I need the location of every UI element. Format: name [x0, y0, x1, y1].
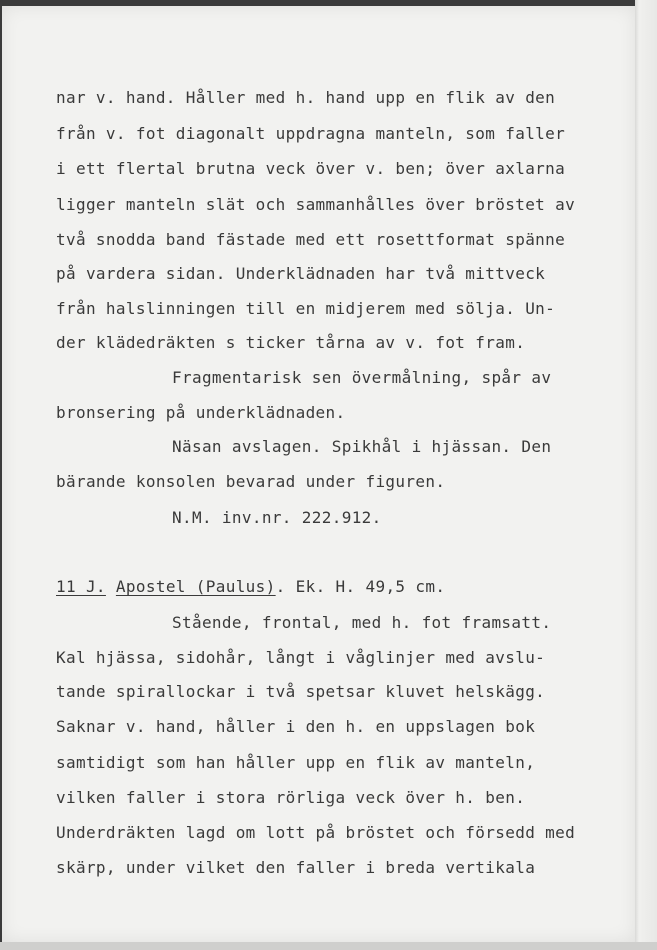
- text-line: skärp, under vilket den faller i breda vertikala: [56, 858, 536, 877]
- page-edge-bottom: [0, 942, 657, 950]
- text-line: der klädedräkten s ticker tårna av v. fot fram.: [56, 333, 526, 352]
- text-line: i ett flertal brutna veck över v. ben; över axlarna: [56, 159, 566, 178]
- entry-heading: [56, 577, 445, 597]
- text-line: samtidigt som han håller upp en flik av manteln,: [56, 753, 536, 772]
- text-line: på vardera sidan. Underklädnaden har två mittveck: [56, 264, 546, 283]
- text-line: bronsering på underklädnaden.: [56, 403, 346, 422]
- text-line: två snodda band fästade med ett rosettformat spänne: [56, 230, 566, 249]
- page-edge: [635, 0, 657, 950]
- text-line: från halslinningen till en midjerem med sölja. Un-: [56, 299, 556, 318]
- text-line: vilken faller i stora rörliga veck över h. ben.: [56, 788, 526, 807]
- entry-title: Apostel (Paulus): [115, 577, 276, 596]
- text-line: ligger manteln slät och sammanhålles över bröstet av: [56, 195, 576, 214]
- text-line: Saknar v. hand, håller i den h. en uppslagen bok: [56, 717, 536, 736]
- text-line: tande spirallockar i två spetsar kluvet helskägg.: [56, 682, 546, 701]
- text-line: Stående, frontal, med h. fot framsatt.: [172, 613, 552, 632]
- text-line: bärande konsolen bevarad under figuren.: [56, 472, 446, 491]
- text-line: Kal hjässa, sidohår, långt i våglinjer med avslu-: [56, 648, 546, 667]
- text-line: Näsan avslagen. Spikhål i hjässan. Den: [172, 437, 552, 456]
- entry-number: 11 J.: [56, 577, 106, 596]
- text-line: nar v. hand. Håller med h. hand upp en flik av den: [56, 88, 556, 107]
- inventory-number: N.M. inv.nr. 222.912.: [172, 508, 382, 527]
- text-line: Underdräkten lagd om lott på bröstet och försedd med: [56, 823, 576, 842]
- text-line: Fragmentarisk sen övermålning, spår av: [172, 368, 552, 387]
- entry-details: . Ek. H. 49,5 cm.: [275, 577, 446, 596]
- text-line: från v. fot diagonalt uppdragna manteln, som faller: [56, 124, 566, 143]
